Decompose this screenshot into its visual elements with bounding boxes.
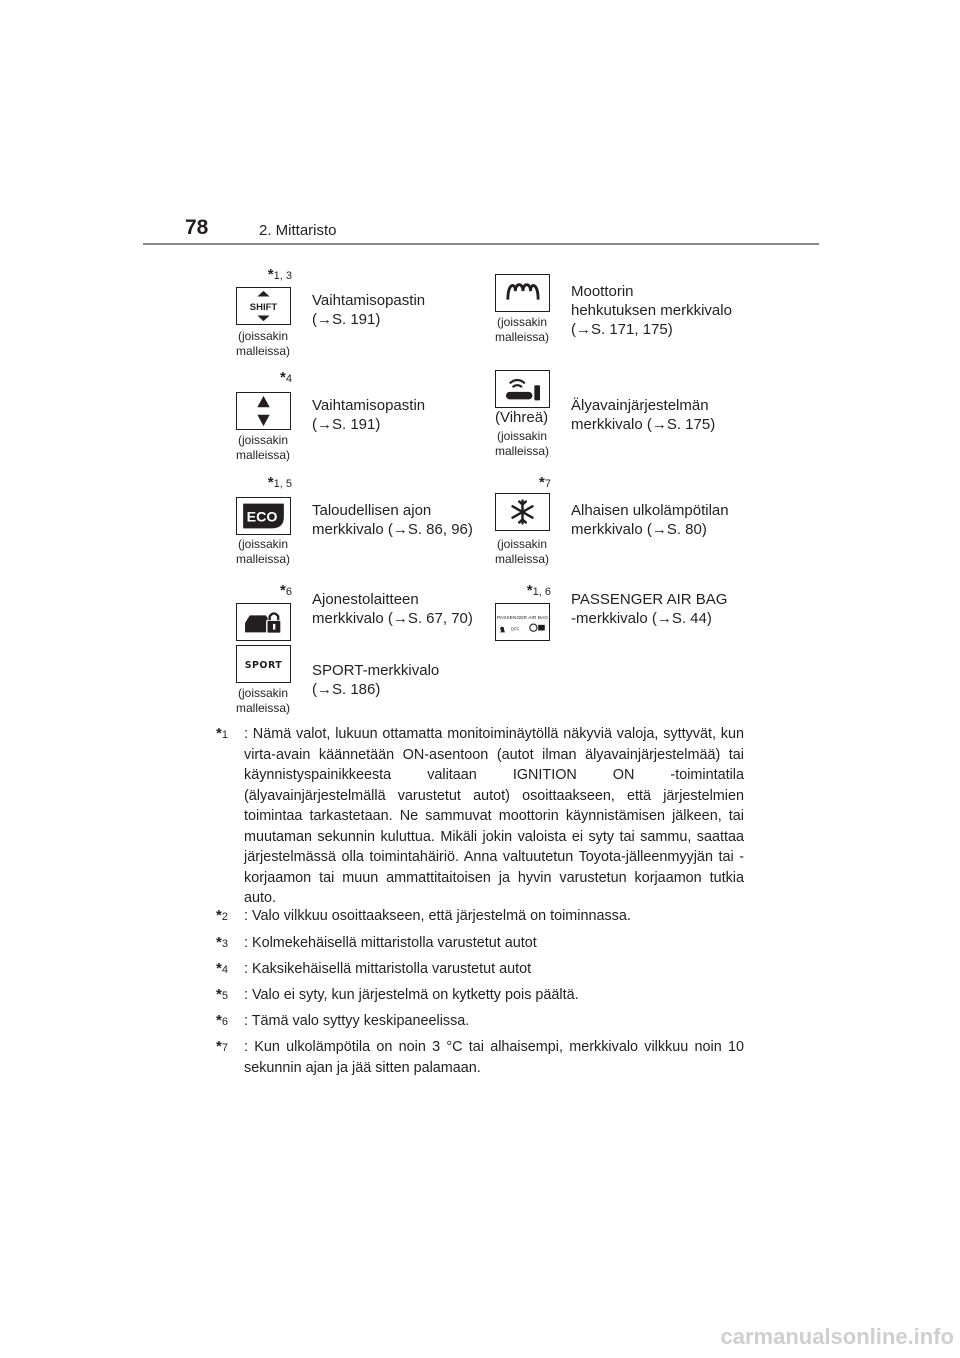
footnote-5: *5 : Valo ei syty, kun järjestelmä on kytketty pois päältä. [216, 986, 579, 1003]
indicator-description: Vaihtamisopastin (→S. 191) [312, 292, 426, 328]
shift-indicator-icon [236, 287, 291, 325]
availability-note: (joissakin malleissa) [494, 537, 549, 566]
indicator-description: Alhaisen ulkolämpötilan merkkivalo (→S. 80) [571, 502, 729, 538]
shift-label: SHIFT [249, 301, 278, 313]
snowflake-icon [495, 493, 550, 531]
footnote-ref: *6 [280, 582, 292, 599]
chapter-title: 2. Mittaristo [259, 222, 337, 239]
watermark: carmanualsonline.info [720, 1324, 954, 1349]
footnote-6: *6 : Tämä valo syttyy keskipaneelissa. [216, 1012, 470, 1029]
glow-plug-icon [495, 274, 550, 312]
footnote-ref: *1, 5 [267, 474, 292, 491]
footnote-3: *3 : Kolmekehäisellä mittaristolla varustetut autot [216, 934, 537, 951]
footnote-ref: *4 [280, 369, 292, 386]
smart-key-icon [495, 370, 550, 408]
sport-label: SPORT [244, 659, 283, 671]
footnote-ref: *1, 6 [526, 582, 551, 599]
car-lock-icon [236, 603, 291, 641]
availability-note: (joissakin malleissa) [235, 686, 290, 715]
page-number: 78 [185, 216, 209, 239]
eco-icon [236, 497, 291, 535]
footnote-ref: *7 [539, 474, 551, 491]
indicator-description: Älyavainjärjestelmän merkkivalo (→S. 175) [571, 397, 716, 433]
footnote-4: *4 : Kaksikehäisellä mittaristolla varustetut autot [216, 960, 532, 977]
header-rule [143, 243, 819, 245]
shift-arrows-icon [236, 392, 291, 430]
indicator-description: Vaihtamisopastin (→S. 191) [312, 397, 426, 433]
availability-note: (joissakin malleissa) [494, 429, 549, 458]
indicator-description: SPORT-merkkivalo (→S. 186) [312, 662, 440, 698]
availability-note: (joissakin malleissa) [494, 315, 549, 344]
footnote-2: *2 : Valo vilkkuu osoittaakseen, että järjestelmä on toiminnassa. [216, 907, 631, 924]
passenger-airbag-icon [495, 603, 550, 641]
airbag-label: PASSENGER AIR BAG [496, 616, 549, 622]
indicator-description: Moottorin hehkutuksen merkkivalo (→S. 171, 175) [571, 283, 732, 338]
footnote-ref: *1, 3 [267, 266, 292, 283]
availability-note: (joissakin malleissa) [235, 329, 290, 358]
availability-note: (joissakin malleissa) [235, 433, 290, 462]
airbag-off-label: OFF [510, 626, 520, 632]
color-note: (Vihreä) [495, 409, 549, 426]
indicator-description: Ajonestolaitteen merkkivalo (→S. 67, 70) [312, 591, 473, 627]
availability-note: (joissakin malleissa) [235, 537, 290, 566]
indicator-description: Taloudellisen ajon merkkivalo (→S. 86, 96) [312, 502, 473, 538]
footnote-7: *7 : Kun ulkolämpötila on noin 3 °C tai alhaisempi, merkkivalo vilkkuu noin 10 sekunnin ajan ja jää sitten palamaan. [216, 1038, 744, 1076]
indicator-description: PASSENGER AIR BAG -merkkivalo (→S. 44) [571, 591, 728, 627]
sport-icon [236, 645, 291, 683]
eco-label: ECO [246, 509, 278, 526]
footnote-1: *1 : Nämä valot, lukuun ottamatta monitoiminäytöllä näkyviä valoja, syttyvät, kun virta-avain käännetään ON-asentoon (autot ilman älyavainjärjestelmää) tai käynnistyspainikkeesta valitaan IGNITION ON -toimintatila (älyavainjärjestelmällä varustetut autot) osoittaakseen, että järjestelmien toimintaa tarkastetaan. Ne sammuvat moottorin käynnistämisen jälkeen, tai muutaman sekunnin kuluttua. Mikäli jokin valoista ei syty tai sammu, saattaa järjestelmässä olla toimintahäiriö. Anna valtuutetun Toyota-jälleenmyyjän tai -korjaamon tai muun ammattitaitoisen ja hyvin varustetun korjaamon tutkia auto. [216, 725, 744, 906]
